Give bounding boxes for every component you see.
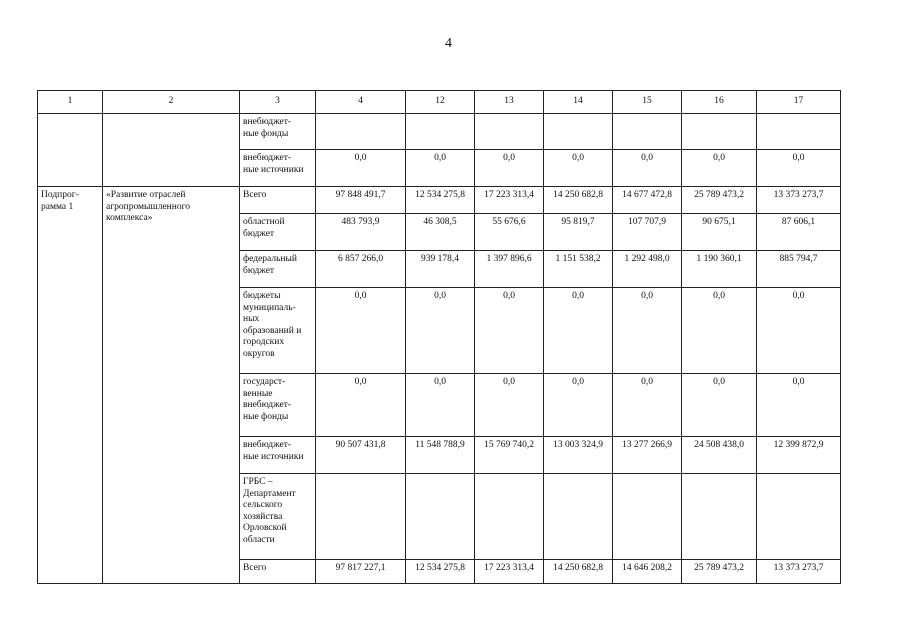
value-cell: 25 789 473,2 bbox=[682, 560, 757, 584]
value-cell: 0,0 bbox=[406, 374, 475, 437]
value-cell: 0,0 bbox=[682, 288, 757, 374]
value-cell: 13 373 273,7 bbox=[757, 187, 841, 214]
value-cell: 17 223 313,4 bbox=[475, 187, 544, 214]
value-cell: 0,0 bbox=[613, 150, 682, 187]
value-cell: 483 793,9 bbox=[316, 214, 406, 251]
value-cell: 1 151 538,2 bbox=[544, 251, 613, 288]
header-cell: 14 bbox=[544, 91, 613, 114]
value-cell bbox=[316, 474, 406, 560]
value-cell bbox=[682, 114, 757, 150]
header-cell: 13 bbox=[475, 91, 544, 114]
header-cell: 15 bbox=[613, 91, 682, 114]
value-cell: 97 848 491,7 bbox=[316, 187, 406, 214]
funding-source-cell: ГРБС – Департамент сельского хозяйства Орловской области bbox=[240, 474, 316, 560]
funding-source-cell: внебюджет- ные источники bbox=[240, 437, 316, 474]
value-cell: 0,0 bbox=[475, 374, 544, 437]
value-cell bbox=[544, 114, 613, 150]
value-cell: 0,0 bbox=[544, 150, 613, 187]
funding-source-cell: федеральный бюджет bbox=[240, 251, 316, 288]
value-cell: 0,0 bbox=[682, 374, 757, 437]
value-cell: 0,0 bbox=[544, 288, 613, 374]
header-cell: 12 bbox=[406, 91, 475, 114]
value-cell: 885 794,7 bbox=[757, 251, 841, 288]
page-number: 4 bbox=[445, 36, 452, 51]
program-name-cell: Подпрог- рамма 1 bbox=[38, 187, 103, 584]
value-cell: 14 677 472,8 bbox=[613, 187, 682, 214]
value-cell: 25 789 473,2 bbox=[682, 187, 757, 214]
budget-table bbox=[37, 90, 841, 584]
value-cell: 939 178,4 bbox=[406, 251, 475, 288]
value-cell: 95 819,7 bbox=[544, 214, 613, 251]
value-cell: 0,0 bbox=[757, 288, 841, 374]
value-cell: 0,0 bbox=[544, 374, 613, 437]
value-cell: 1 292 498,0 bbox=[613, 251, 682, 288]
program-name-cell bbox=[38, 114, 103, 187]
value-cell: 107 707,9 bbox=[613, 214, 682, 251]
value-cell: 24 508 438,0 bbox=[682, 437, 757, 474]
value-cell: 90 675,1 bbox=[682, 214, 757, 251]
value-cell: 97 817 227,1 bbox=[316, 560, 406, 584]
value-cell: 14 646 208,2 bbox=[613, 560, 682, 584]
value-cell: 1 190 360,1 bbox=[682, 251, 757, 288]
program-title-cell: «Развитие отраслей агропромышленного комплекса» bbox=[103, 187, 240, 584]
header-cell: 2 bbox=[103, 91, 240, 114]
value-cell bbox=[757, 114, 841, 150]
value-cell: 0,0 bbox=[406, 288, 475, 374]
value-cell: 0,0 bbox=[682, 150, 757, 187]
value-cell: 13 277 266,9 bbox=[613, 437, 682, 474]
value-cell: 87 606,1 bbox=[757, 214, 841, 251]
value-cell: 17 223 313,4 bbox=[475, 560, 544, 584]
table-row bbox=[38, 114, 841, 150]
value-cell: 14 250 682,8 bbox=[544, 187, 613, 214]
value-cell: 0,0 bbox=[757, 374, 841, 437]
funding-source-cell: областной бюджет bbox=[240, 214, 316, 251]
header-cell: 4 bbox=[316, 91, 406, 114]
value-cell: 55 676,6 bbox=[475, 214, 544, 251]
value-cell: 11 548 788,9 bbox=[406, 437, 475, 474]
value-cell bbox=[475, 114, 544, 150]
funding-source-cell: государст- венные внебюджет- ные фонды bbox=[240, 374, 316, 437]
value-cell: 0,0 bbox=[613, 374, 682, 437]
value-cell: 12 399 872,9 bbox=[757, 437, 841, 474]
funding-source-cell: Всего bbox=[240, 560, 316, 584]
program-title-cell bbox=[103, 114, 240, 187]
funding-source-cell: внебюджет- ные источники bbox=[240, 150, 316, 187]
value-cell: 0,0 bbox=[316, 288, 406, 374]
value-cell: 15 769 740,2 bbox=[475, 437, 544, 474]
header-cell: 3 bbox=[240, 91, 316, 114]
value-cell: 0,0 bbox=[316, 374, 406, 437]
header-row bbox=[38, 91, 841, 114]
value-cell bbox=[406, 474, 475, 560]
value-cell: 0,0 bbox=[757, 150, 841, 187]
value-cell: 0,0 bbox=[475, 150, 544, 187]
value-cell: 0,0 bbox=[613, 288, 682, 374]
value-cell: 14 250 682,8 bbox=[544, 560, 613, 584]
value-cell: 0,0 bbox=[475, 288, 544, 374]
value-cell: 13 373 273,7 bbox=[757, 560, 841, 584]
value-cell: 46 308,5 bbox=[406, 214, 475, 251]
value-cell bbox=[757, 474, 841, 560]
value-cell: 1 397 896,6 bbox=[475, 251, 544, 288]
funding-source-cell: Всего bbox=[240, 187, 316, 214]
funding-source-cell: бюджеты муниципаль- ных образований и городских округов bbox=[240, 288, 316, 374]
header-cell: 17 bbox=[757, 91, 841, 114]
value-cell: 13 003 324,9 bbox=[544, 437, 613, 474]
value-cell: 0,0 bbox=[406, 150, 475, 187]
value-cell: 12 534 275,8 bbox=[406, 560, 475, 584]
funding-source-cell: внебюджет- ные фонды bbox=[240, 114, 316, 150]
value-cell: 12 534 275,8 bbox=[406, 187, 475, 214]
value-cell bbox=[406, 114, 475, 150]
value-cell bbox=[316, 114, 406, 150]
value-cell: 6 857 266,0 bbox=[316, 251, 406, 288]
value-cell: 90 507 431,8 bbox=[316, 437, 406, 474]
header-cell: 16 bbox=[682, 91, 757, 114]
value-cell bbox=[682, 474, 757, 560]
value-cell: 0,0 bbox=[316, 150, 406, 187]
value-cell bbox=[613, 474, 682, 560]
header-cell: 1 bbox=[38, 91, 103, 114]
value-cell bbox=[613, 114, 682, 150]
value-cell bbox=[475, 474, 544, 560]
value-cell bbox=[544, 474, 613, 560]
table-row bbox=[38, 187, 841, 214]
